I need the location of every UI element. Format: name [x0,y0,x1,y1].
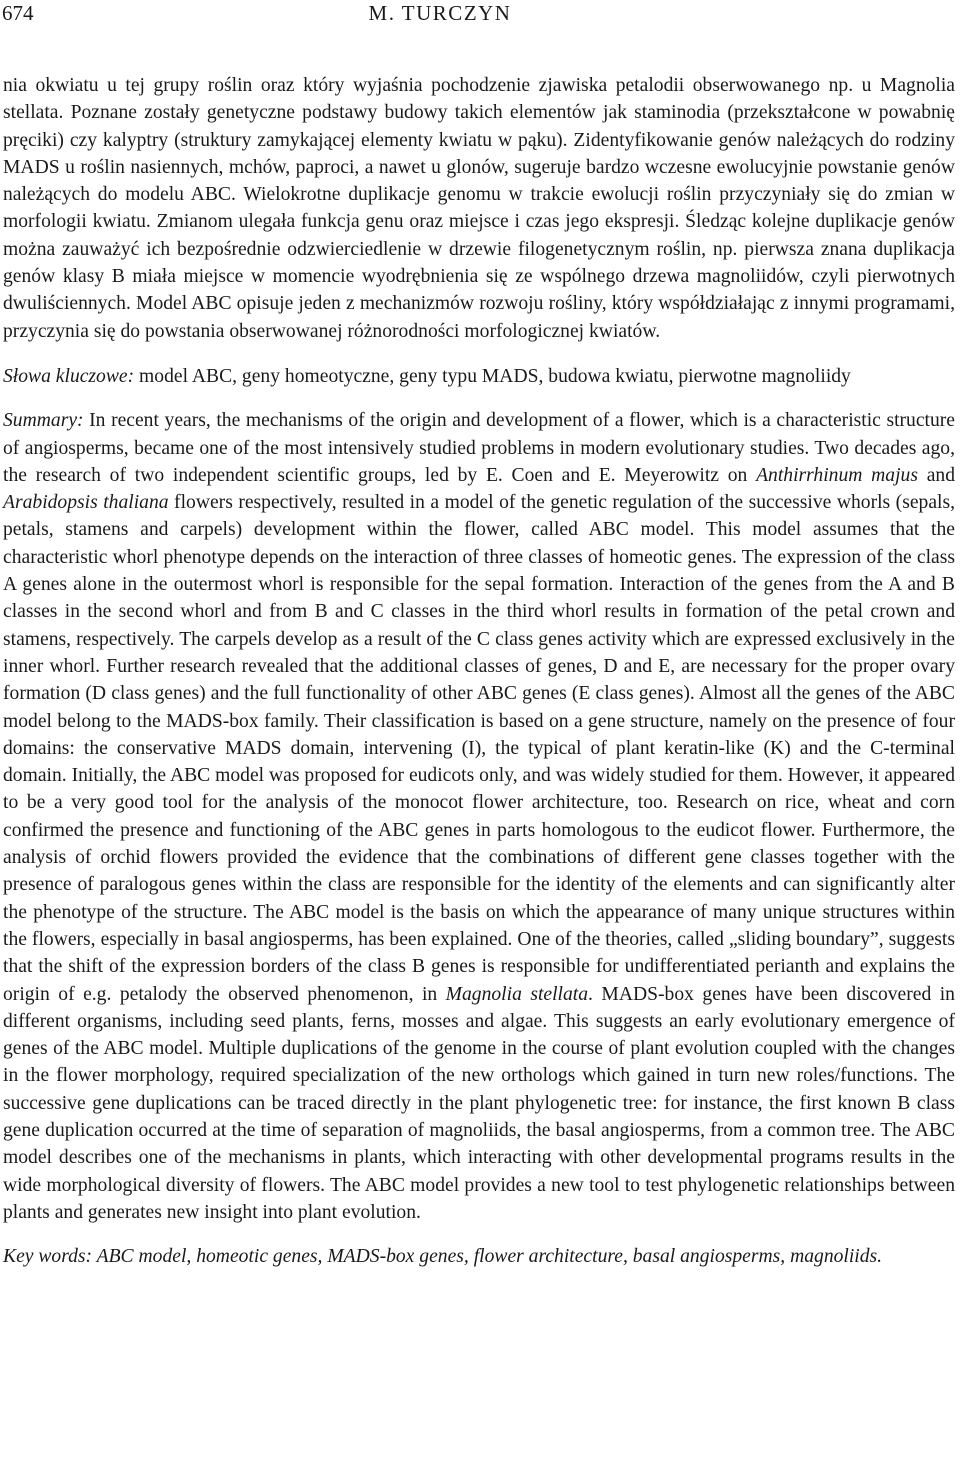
summary-text-part-1: In recent years, the mechanisms of the origin and development of a flower, which is a characteristic structure of angiosperms, became one of the most intensively studied problems in modern evolutionary studies. Two decades ago, the research of two independent scientific groups, led by E. Coen and E. Meyerowitz on [3,410,955,486]
species-name-magnolia: Magnolia stellata [445,983,589,1005]
abstract-polish: nia okwiatu u tej grupy roślin oraz który wyjaśnia pochodzenie zjawiska petalodii obserwowanego np. u Magnolia stellata. Poznane zostały genetyczne podstawy budowy takich elementów jak staminodia (przekształcone w powabnię pręciki) czy kalyptry (struktury zamykającej elementy kwiatu w pąku). Zidentyfikowanie genów należących do rodziny MADS u roślin nasiennych, mchów, paproci, a nawet u glonów, sugeruje bardzo wczesne ewolucyjnie powstanie genów należących do modelu ABC. Wielokrotne duplikacje genomu w trakcie ewolucji roślin przyczyniały się do zmian w morfologii kwiatu. Zmianom ulegała funkcja genu oraz miejsce i czas jego ekspresji. Śledząc kolejne duplikacje genów można zauważyć ich bezpośrednie odzwierciedlenie w drzewie filogenetycznym roślin, np. pierwsza znana duplikacja genów klasy B miała miejsce w momencie wyodrębnienia się ze wspólnego drzewa magnoliidów, czyli pierwotnych dwuliściennych. Model ABC opisuje jeden z mechanizmów rozwoju rośliny, który współdziałając z innymi programami, przyczynia się do powstania obserwowanej różnorodności morfologicznej kwiatów. [3,75,955,342]
keywords-polish-text: model ABC, geny homeotyczne, geny typu MADS, budowa kwiatu, pierwotne magnoliidy [134,365,851,387]
keywords-english: Key words: ABC model, homeotic genes, MADS-box genes, flower architecture, basal angiosperms, magnoliids. [3,1246,883,1268]
summary-text-part-2: and [917,464,955,486]
keywords-polish-label: Słowa kluczowe: [3,365,135,387]
summary-text-part-4: . MADS-box genes have been discovered in different organisms, including seed plants, ferns, mosses and algae. This suggests an early evolutionary emergence of genes of the ABC model. Multiple duplications of the genome in the course of plant evolution coupled with the changes in the flower morphology, required specialization of the new orthologs which gained in turn new roles/functions. The successive gene duplications can be traced directly in the plant phylogenetic tree: for instance, the first known B class gene duplication occurred at the time of separation of magnoliids, the basal angiosperms, from a common tree. The ABC model describes one of the mechanisms in plants, which interacting with other developmental programs results in the wide morphological diversity of flowers. The ABC model provides a new tool to test phylogenetic relationships between plants and generates new insight into plant evolution. [3,983,955,1223]
article-body [3,72,955,1270]
page-header [0,0,960,30]
page-number: 674 [2,1,34,25]
keywords-polish [3,363,955,390]
species-name-antirrhinum: Anthirrhinum majus [756,464,918,486]
running-head-author: M. TURCZYN [368,1,512,25]
summary-english [3,407,955,1226]
species-name-arabidopsis: Arabidopsis thaliana [3,492,169,514]
summary-label: Summary: [3,410,84,432]
summary-text-part-3: flowers respectively, resulted in a model of the genetic regulation of the successive whorls (sepals, petals, stamens and carpels) development within the flower, called ABC model. This model assumes that the characteristic whorl phenotype depends on the interaction of three classes of homeotic genes. The expression of the class A genes alone in the outermost whorl is responsible for the sepal formation. Interaction of the genes from the A and B classes in the second whorl and from B and C classes in the third whorl results in formation of the petal crown and stamens, respectively. The carpels develop as a result of the C class genes activity which are expressed exclusively in the inner whorl. Further research revealed that the additional classes of genes, D and E, are necessary for the proper ovary formation (D class genes) and the full functionality of other ABC genes (E class genes). Almost all the genes of the ABC model belong to the MADS-box family. Their classification is based on a gene structure, namely on the presence of four domains: the conservative MADS domain, intervening (I), the typical of plant keratin-like (K) and the C-terminal domain. Initially, the ABC model was proposed for eudicots only, and was widely studied for them. However, it appeared to be a very good tool for the analysis of the monocot flower architecture, too. Research on rice, wheat and corn confirmed the presence and functioning of the ABC genes in parts homologous to the eudicot flower. Furthermore, the analysis of orchid flowers provided the evidence that the combinations of different gene classes together with the presence of paralogous genes within the class are responsible for the identity of the elements and can significantly alter the phenotype of the structure. The ABC model is the basis on which the appearance of many unique structures within the flowers, especially in basal angiosperms, has been explained. One of the theories, called „sliding boundary”, suggests that the shift of the expression borders of the class B genes is responsible for undifferentiated perianth and explains the origin of e.g. petalody the observed phenomenon, in [3,492,955,1005]
